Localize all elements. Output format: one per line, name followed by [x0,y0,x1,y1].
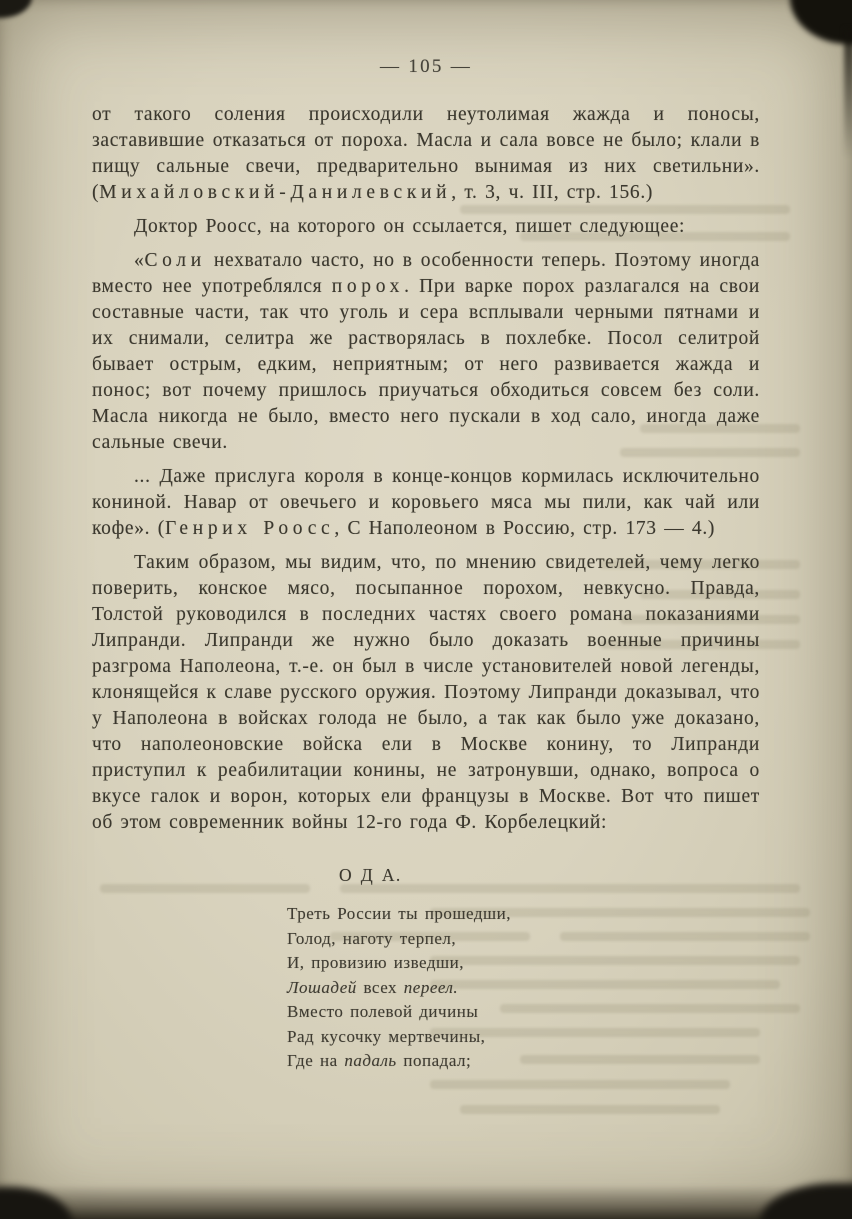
text-segment: И, провизию изведши, [287,953,465,972]
text-segment: от такого соления происходили неутолимая жажда и поносы, заставившие отказаться от пороха. Масла и сала вовсе не было; клали в пищу сальные свечи, предварительно вынимая из них светильни». ( [92,104,760,203]
bleedthrough-line-artifact [460,1105,720,1114]
text-segment: , т. 3, ч. III, стр. 156.) [451,182,654,203]
text-segment: ... Даже прислуга короля в конце-концов кормилась исключительно кониной. Навар от овечьего и коровьего мяса мы пили, как чай или кофе». ( [92,466,760,539]
text-segment: всех [356,977,404,997]
text-segment: Вместо полевой дичины [287,1002,479,1021]
text-segment: Лошадей [287,977,357,997]
paragraph [92,102,760,206]
text-segment: падаль [344,1051,397,1070]
text-segment: переел. [403,977,459,997]
text-segment: нехватало часто, но в особенности теперь. Поэтому иногда вместо нее употреблялся [92,250,760,297]
ode-line [287,1025,760,1050]
text-segment: Где на [287,1051,345,1070]
paragraph [92,214,760,240]
page-number: — 105 — [380,56,472,77]
ode-line [287,927,760,952]
body-text [92,102,760,1074]
edge-artifact-right [844,28,852,158]
ode-line [287,976,760,1001]
paragraph [92,550,760,836]
ode-title: О Д А. [339,865,402,885]
ode-block [287,862,760,1074]
ode-line [287,902,760,927]
ode-line [287,1049,760,1074]
paragraph [92,464,760,542]
corner-artifact-top-left [0,0,32,18]
text-segment: Голод, наготу терпел, [287,928,457,948]
text-segment: Таким образом, мы видим, что, по мнению свидетелей, чему легко поверить, конское мясо, посыпанное порохом, невкусно. Правда, Толстой руководился в последних частях своего романа показаниями Липранди. Липранди же нужно было доказать военные причины разгрома Наполеона, т.-е. он был в числе установителей новой легенды, клонящейся к славе русского оружия. Поэтому Липранди доказывал, что у Наполеона в войсках голода не было, а так как было уже доказано, что наполеоновские войска ели в Москве конину, то Липранди приступил к реабилитации конины, не затронувши, однако, вопроса о вкусе галок и ворон, которых ели французы в Москве. Вот что пишет об этом современник войны 12-го года Ф. Корбелецкий: [92,552,760,833]
corner-artifact-bottom-left [0,1187,72,1219]
ode-line [287,1000,760,1025]
bleedthrough-line-artifact [430,1080,730,1089]
ode-lines [287,902,760,1074]
text-segment: . При варке порох разлагался на свои составные части, так что уголь и сера всплывали черными пятнами и их снимали, селитра же растворялась в похлебке. Посол селитрой бывает острым, едким, неприятным; от него развивается жажда и понос; вот почему пришлось приучаться обходиться совсем без соли. Масла никогда не было, вместо него пускали в ход сало, иногда даже сальные свечи. [92,276,760,453]
text-segment: Генрих Роосс [164,518,335,539]
text-segment: « [134,250,145,271]
corner-artifact-top-right [790,0,852,44]
text-segment: Доктор Роосс, на которого он ссылается, пишет следующее: [134,216,686,237]
text-segment: попадал; [396,1051,472,1070]
corner-artifact-bottom-right [760,1183,852,1219]
text-segment: Михайловский-Данилевский [99,182,452,203]
paragraph [92,248,760,456]
ode-line [287,951,760,976]
text-segment: Соли [144,250,206,271]
text-segment: , С Наполеоном в Россию, стр. 173 — 4.) [334,518,716,539]
text-segment: порох [331,276,405,297]
text-segment: Рад кусочку мертвечины, [287,1026,486,1046]
text-segment: Треть России ты прошедши, [287,904,512,923]
bottom-shadow-band [0,1185,852,1219]
